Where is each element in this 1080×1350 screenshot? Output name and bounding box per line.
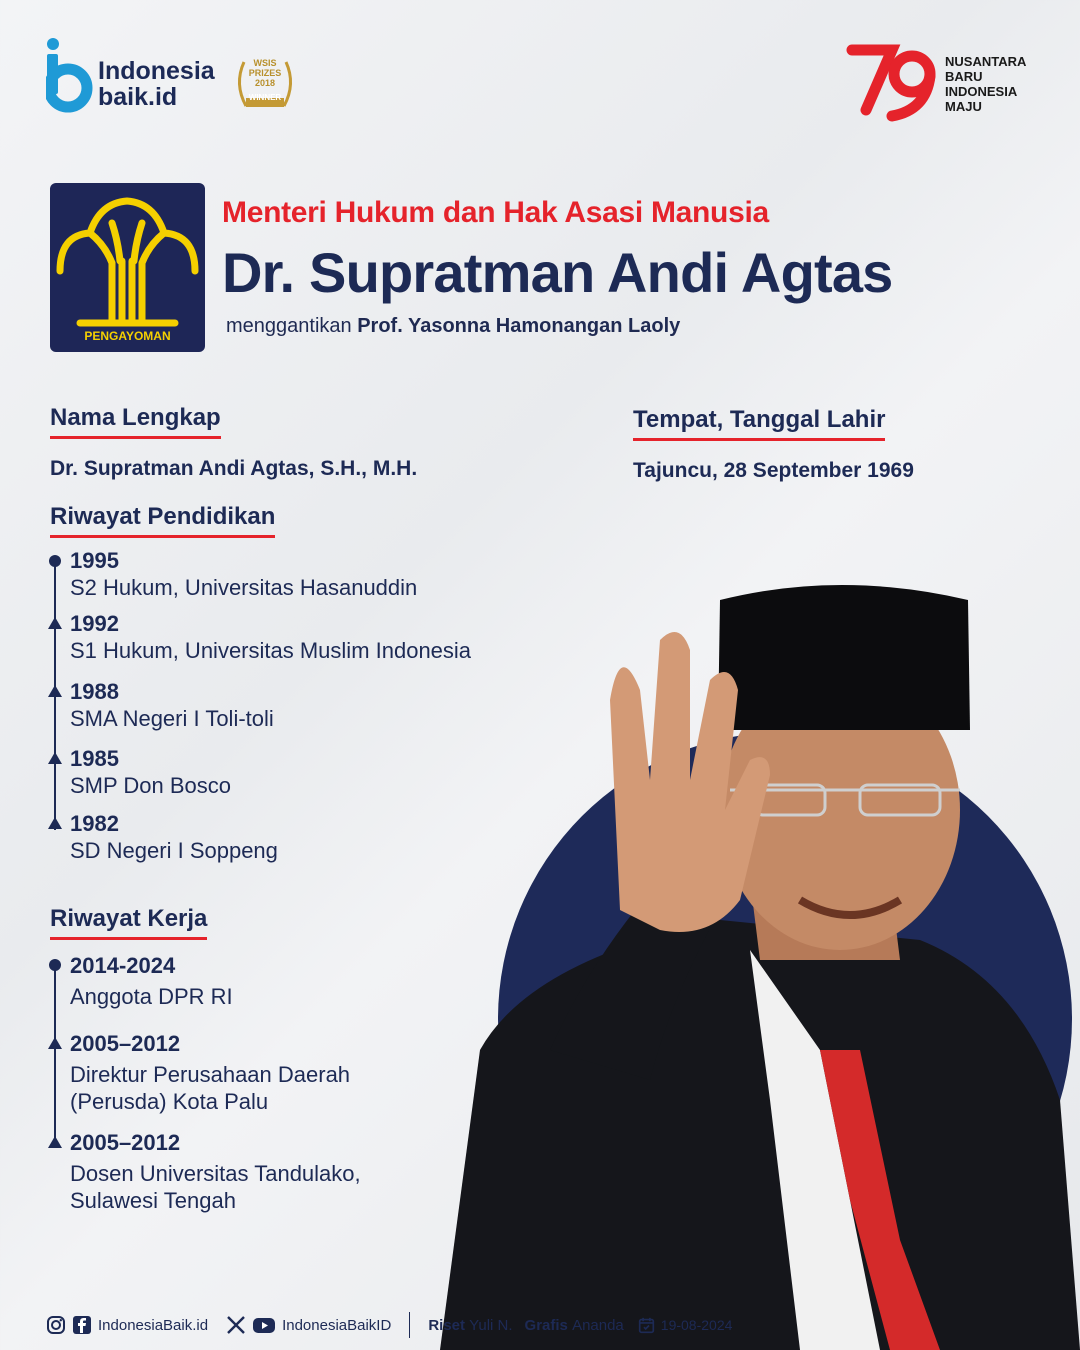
number-79-icon (846, 40, 942, 122)
work-desc: Anggota DPR RI (70, 984, 233, 1009)
grafis-name: Ananda (572, 1316, 624, 1334)
timeline-arrow-icon (48, 1136, 62, 1148)
education-section-title (50, 503, 275, 538)
work-year: 2014-2024 (70, 953, 176, 978)
footer-handle-1[interactable]: IndonesiaBaik.id (98, 1316, 209, 1334)
pengayoman-emblem (50, 183, 205, 352)
anniversary-tagline (945, 54, 1026, 114)
education-desc: S2 Hukum, Universitas Hasanuddin (70, 575, 418, 600)
footer (46, 1312, 732, 1338)
brand-line2: baik.id (98, 83, 178, 111)
timeline-arrow-icon (48, 752, 62, 764)
work-desc: Dosen Universitas Tandulako, (70, 1161, 361, 1186)
tagline-line: BARU (945, 69, 983, 84)
timeline-dot-icon (49, 555, 61, 567)
education-item (70, 548, 417, 601)
work-timeline-line (54, 966, 56, 1143)
anniversary-79-logo (846, 40, 942, 122)
education-year: 1982 (70, 811, 119, 836)
footer-divider (409, 1312, 410, 1338)
work-item (70, 1031, 350, 1115)
education-title: Riwayat Pendidikan (50, 503, 275, 538)
wsis-award-badge (232, 54, 298, 116)
work-desc: Direktur Perusahaan Daerah (70, 1062, 351, 1087)
work-year: 2005–2012 (70, 1031, 181, 1056)
work-desc: (Perusda) Kota Palu (70, 1089, 269, 1114)
work-desc: Sulawesi Tengah (70, 1188, 236, 1213)
minister-portrait-silhouette (420, 580, 1080, 1350)
calendar-icon (638, 1317, 655, 1334)
education-year: 1988 (70, 679, 119, 704)
education-desc: SMP Don Bosco (70, 773, 232, 798)
education-item (70, 611, 471, 664)
riset-label: Riset (428, 1316, 465, 1334)
brand-wordmark (98, 58, 215, 110)
facebook-icon[interactable] (72, 1315, 92, 1335)
minister-role-title: Menteri Hukum dan Hak Asasi Manusia (222, 196, 769, 229)
indonesiabaik-mark-icon (46, 38, 96, 113)
award-line2: PRIZES (248, 68, 282, 78)
education-item (70, 811, 278, 864)
timeline-arrow-icon (48, 1037, 62, 1049)
replaces-line (226, 315, 680, 338)
work-year: 2005–2012 (70, 1130, 181, 1155)
timeline-arrow-icon (48, 817, 62, 829)
full-name-value: Dr. Supratman Andi Agtas, S.H., M.H. (50, 457, 418, 480)
education-year: 1985 (70, 746, 119, 771)
timeline-arrow-icon (48, 685, 62, 697)
education-desc: S1 Hukum, Universitas Muslim Indonesia (70, 638, 472, 663)
education-year: 1995 (70, 548, 119, 573)
emblem-caption: PENGAYOMAN (84, 329, 171, 343)
education-year: 1992 (70, 611, 119, 636)
minister-name: Dr. Supratman Andi Agtas (222, 241, 893, 304)
brand-line1: Indonesia (98, 57, 215, 85)
tagline-line: NUSANTARA (945, 54, 1027, 69)
youtube-icon[interactable] (252, 1315, 276, 1335)
instagram-icon[interactable] (46, 1315, 66, 1335)
work-title: Riwayat Kerja (50, 905, 207, 940)
predecessor-name: Prof. Yasonna Hamonangan Laoly (357, 315, 681, 337)
replaces-prefix: menggantikan (226, 315, 352, 337)
tagline-line: MAJU (945, 99, 982, 114)
award-line1: WSIS (253, 58, 277, 68)
education-item (70, 746, 231, 799)
timeline-arrow-icon (48, 617, 62, 629)
award-line3: 2018 (254, 78, 276, 88)
award-line4: WINNER (248, 93, 282, 102)
education-item (70, 679, 274, 732)
x-twitter-icon[interactable] (226, 1315, 246, 1335)
birth-label: Tempat, Tanggal Lahir (633, 406, 885, 441)
riset-name: Yuli N. (469, 1316, 513, 1334)
grafis-label: Grafis (524, 1316, 568, 1334)
education-desc: SMA Negeri I Toli-toli (70, 706, 274, 731)
full-name-section (50, 404, 417, 481)
tagline-line: INDONESIA (945, 84, 1018, 99)
work-section-title (50, 905, 207, 940)
full-name-label: Nama Lengkap (50, 404, 221, 439)
birth-section (633, 406, 914, 483)
timeline-dot-icon (49, 959, 61, 971)
publish-date: 19-08-2024 (660, 1317, 733, 1333)
footer-handle-2[interactable]: IndonesiaBaikID (282, 1316, 392, 1334)
minister-portrait-photo (420, 580, 1080, 1350)
education-desc: SD Negeri I Soppeng (70, 838, 278, 863)
work-item (70, 953, 233, 1010)
work-item (70, 1130, 361, 1214)
birth-value: Tajuncu, 28 September 1969 (633, 459, 914, 482)
banyan-tree-icon (50, 183, 205, 328)
